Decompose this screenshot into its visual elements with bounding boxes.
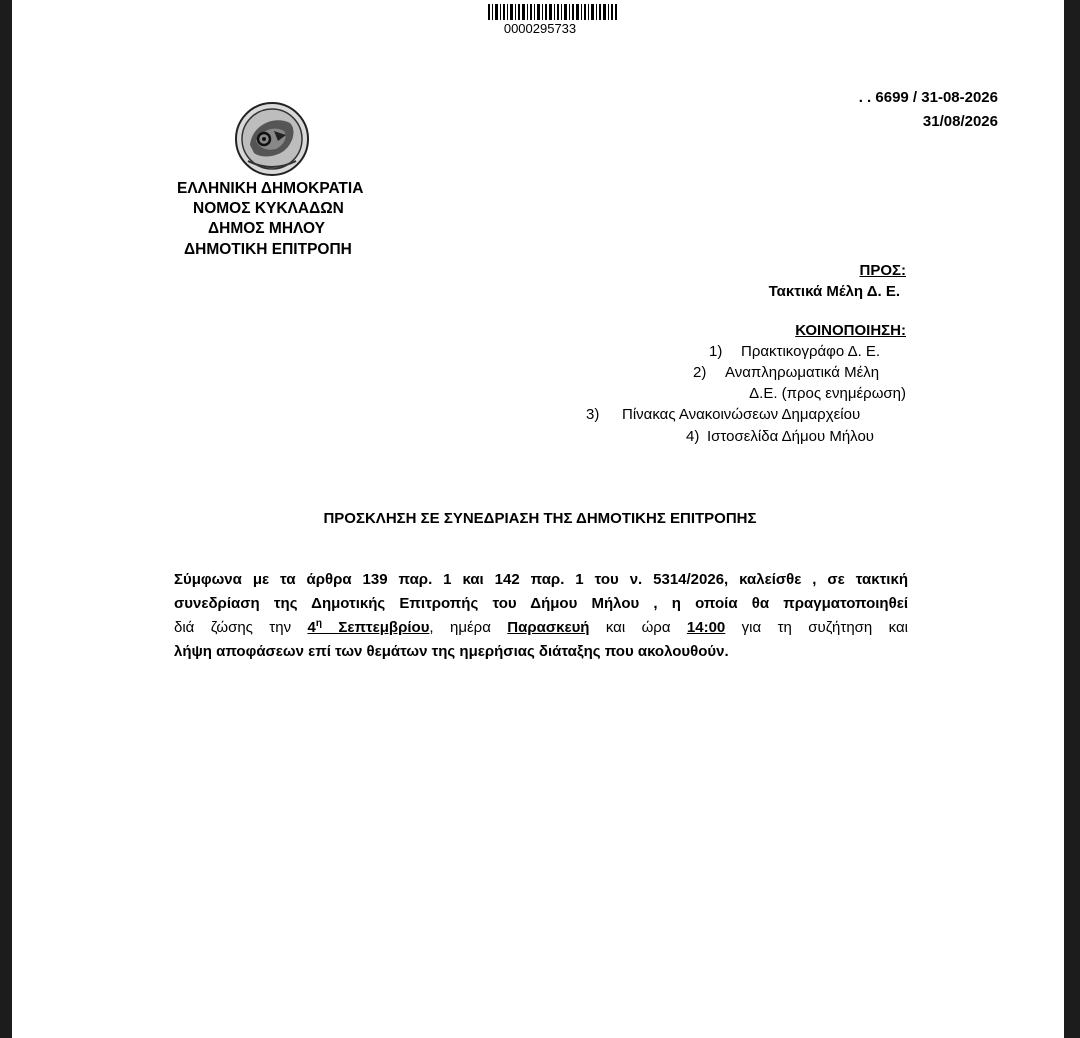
cc-item-1-number: 1) [709,343,723,360]
meeting-month: Σεπτεμβρίου [338,619,430,636]
body-line-1: Σύμφωνα με τα άρθρα 139 παρ. 1 και 142 παρ. 1 του ν. 5314/2026, καλείσθε , σε τακτική [174,571,908,588]
meeting-date [307,619,429,636]
document-page [12,0,1064,1038]
cc-item-2-text: Αναπληρωματικά Μέλη [725,364,880,381]
barcode-number: 0000295733 [503,21,577,36]
cc-item-4-number: 4) [686,428,700,445]
invitation-body [174,568,908,664]
cc-item-3-text: Πίνακας Ανακοινώσεων Δημαρχείου [622,406,861,423]
protocol-block [859,86,998,134]
document-date: 31/08/2026 [922,113,998,130]
authority-line-1: ΕΛΛΗΝΙΚΗ ΔΗΜΟΚΡΑΤΙΑ [177,180,364,197]
body-line-3-weekday-prefix: , ημέρα [429,619,508,636]
cc-item-3-number: 3) [586,406,600,423]
cc-item-2-number: 2) [693,364,707,381]
cc-item-4-text: Ιστοσελίδα Δήμου Μήλου [707,428,874,445]
barcode [488,4,617,20]
body-line-3 [174,616,908,640]
invitation-title: ΠΡΟΣΚΛΗΣΗ ΣΕ ΣΥΝΕΔΡΙΑΣΗ ΤΗΣ ΔΗΜΟΤΙΚΗΣ ΕΠΙΤΡΟΠΗΣ [323,510,757,527]
meeting-day-suffix: η [315,618,322,629]
cc-item-1-text: Πρακτικογράφο Δ. Ε. [741,343,881,360]
authority-line-3: ΔΗΜΟΣ ΜΗΛΟΥ [208,220,325,237]
body-line-3-intro: διά ζώσης την [174,619,308,636]
cc-label: ΚΟΙΝΟΠΟΙΗΣΗ: [795,322,906,339]
meeting-time: 14:00 [686,619,726,636]
protocol-number: . . 6699 / 31-08-2026 [858,89,998,106]
to-value: Τακτικά Μέλη Δ. Ε. [768,283,900,300]
authority-line-2: ΝΟΜΟΣ ΚΥΚΛΑΔΩΝ [193,200,344,217]
body-line-3-end: για τη συζήτηση και [725,619,908,636]
cc-item-2-continuation: Δ.Ε. (προς ενημέρωση) [749,385,906,402]
body-line-2: συνεδρίαση της Δημοτικής Επιτροπής του Δήμου Μήλου , η οποία θα πραγματοποιηθεί [174,595,908,612]
municipal-seal-logo [234,101,310,177]
body-line-4: λήψη αποφάσεων επί των θεμάτων της ημερήσιας διάταξης που ακολουθούν. [174,643,729,660]
meeting-day-number: 4 [307,619,316,636]
meeting-weekday: Παρασκευή [507,619,590,636]
to-label: ΠΡΟΣ: [859,262,906,279]
authority-line-4: ΔΗΜΟΤΙΚΗ ΕΠΙΤΡΟΠΗ [184,241,352,258]
body-line-3-time-prefix: και ώρα [589,619,687,636]
